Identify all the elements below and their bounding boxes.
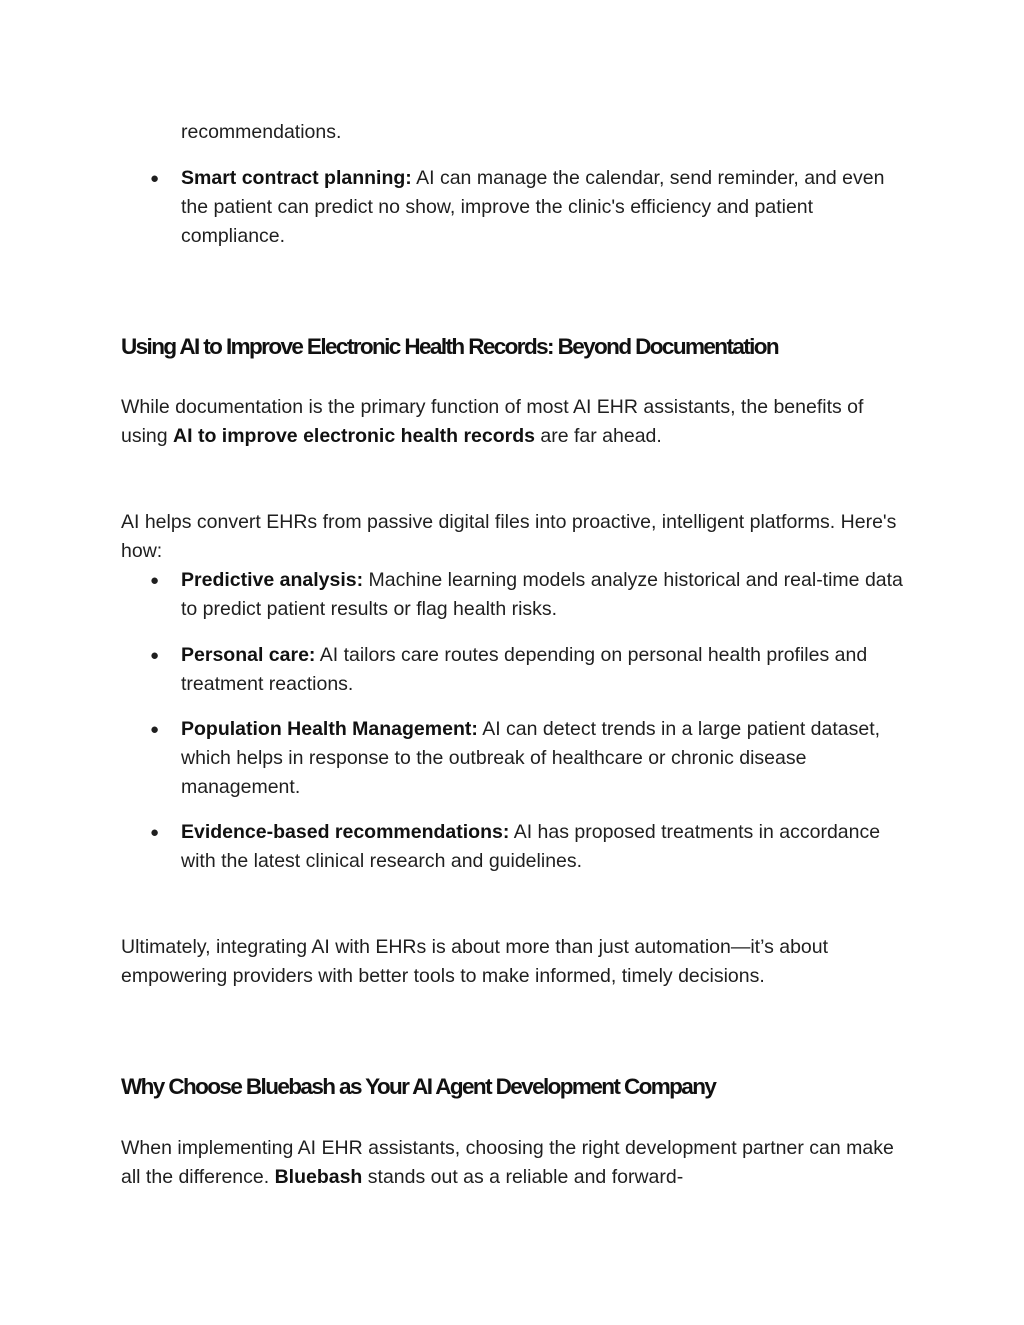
list-item-term: Predictive analysis: xyxy=(181,569,364,591)
list-item-term: Evidence-based recommendations: xyxy=(181,821,510,843)
paragraph-bold: Bluebash xyxy=(274,1166,363,1188)
list-item-predictive-analysis xyxy=(150,566,911,624)
paragraph-text: stands out as a reliable and forward- xyxy=(362,1166,684,1188)
list-item-text: Machine learning models analyze historical and real-time data to predict patient results or flag health risks. xyxy=(181,569,903,620)
paragraph-bluebash-intro xyxy=(121,1134,911,1192)
bullet-icon: ● xyxy=(150,721,160,738)
paragraph-text: While documentation is the primary function of most AI EHR assistants, the benefits of using xyxy=(121,396,864,447)
paragraph-ehr-how: AI helps convert EHRs from passive digital files into proactive, intelligent platforms. Here's how: xyxy=(121,511,897,562)
list-item-population-health xyxy=(150,715,911,802)
bullet-icon: ● xyxy=(150,824,160,841)
list-item-evidence-based xyxy=(150,818,911,876)
section-heading-ehr: Using AI to Improve Electronic Health Records: Beyond Documentation xyxy=(121,334,779,359)
section-heading-bluebash: Why Choose Bluebash as Your AI Agent Development Company xyxy=(121,1074,716,1099)
bullet-continuation: recommendations. xyxy=(181,121,342,143)
list-item-text: AI has proposed treatments in accordance with the latest clinical research and guidelines. xyxy=(181,821,881,872)
bullet-icon: ● xyxy=(150,647,160,664)
paragraph-ehr-intro xyxy=(121,393,911,451)
list-item-term: Population Health Management: xyxy=(181,718,478,740)
list-item-personal-care xyxy=(150,641,911,699)
list-item-text: AI can detect trends in a large patient dataset, which helps in response to the outbreak of healthcare or chronic disease management. xyxy=(181,718,881,798)
bullet-icon: ● xyxy=(150,572,160,589)
list-item-smart-contract-planning xyxy=(150,164,911,251)
list-item-text: AI tailors care routes depending on personal health profiles and treatment reactions. xyxy=(181,644,868,695)
bullet-icon: ● xyxy=(150,170,160,187)
paragraph-text: are far ahead. xyxy=(534,425,662,447)
paragraph-bold: AI to improve electronic health records xyxy=(173,425,535,447)
paragraph-ehr-conclusion: Ultimately, integrating AI with EHRs is about more than just automation—it’s about empowering providers with better tools to make informed, timely decisions. xyxy=(121,936,829,987)
paragraph-text: When implementing AI EHR assistants, choosing the right development partner can make all the difference. xyxy=(121,1137,894,1188)
list-item-term: Personal care: xyxy=(181,644,316,666)
list-item-term: Smart contract planning: xyxy=(181,167,412,189)
list-item-text: AI can manage the calendar, send reminder, and even the patient can predict no show, improve the clinic's efficiency and patient compliance. xyxy=(181,167,885,247)
